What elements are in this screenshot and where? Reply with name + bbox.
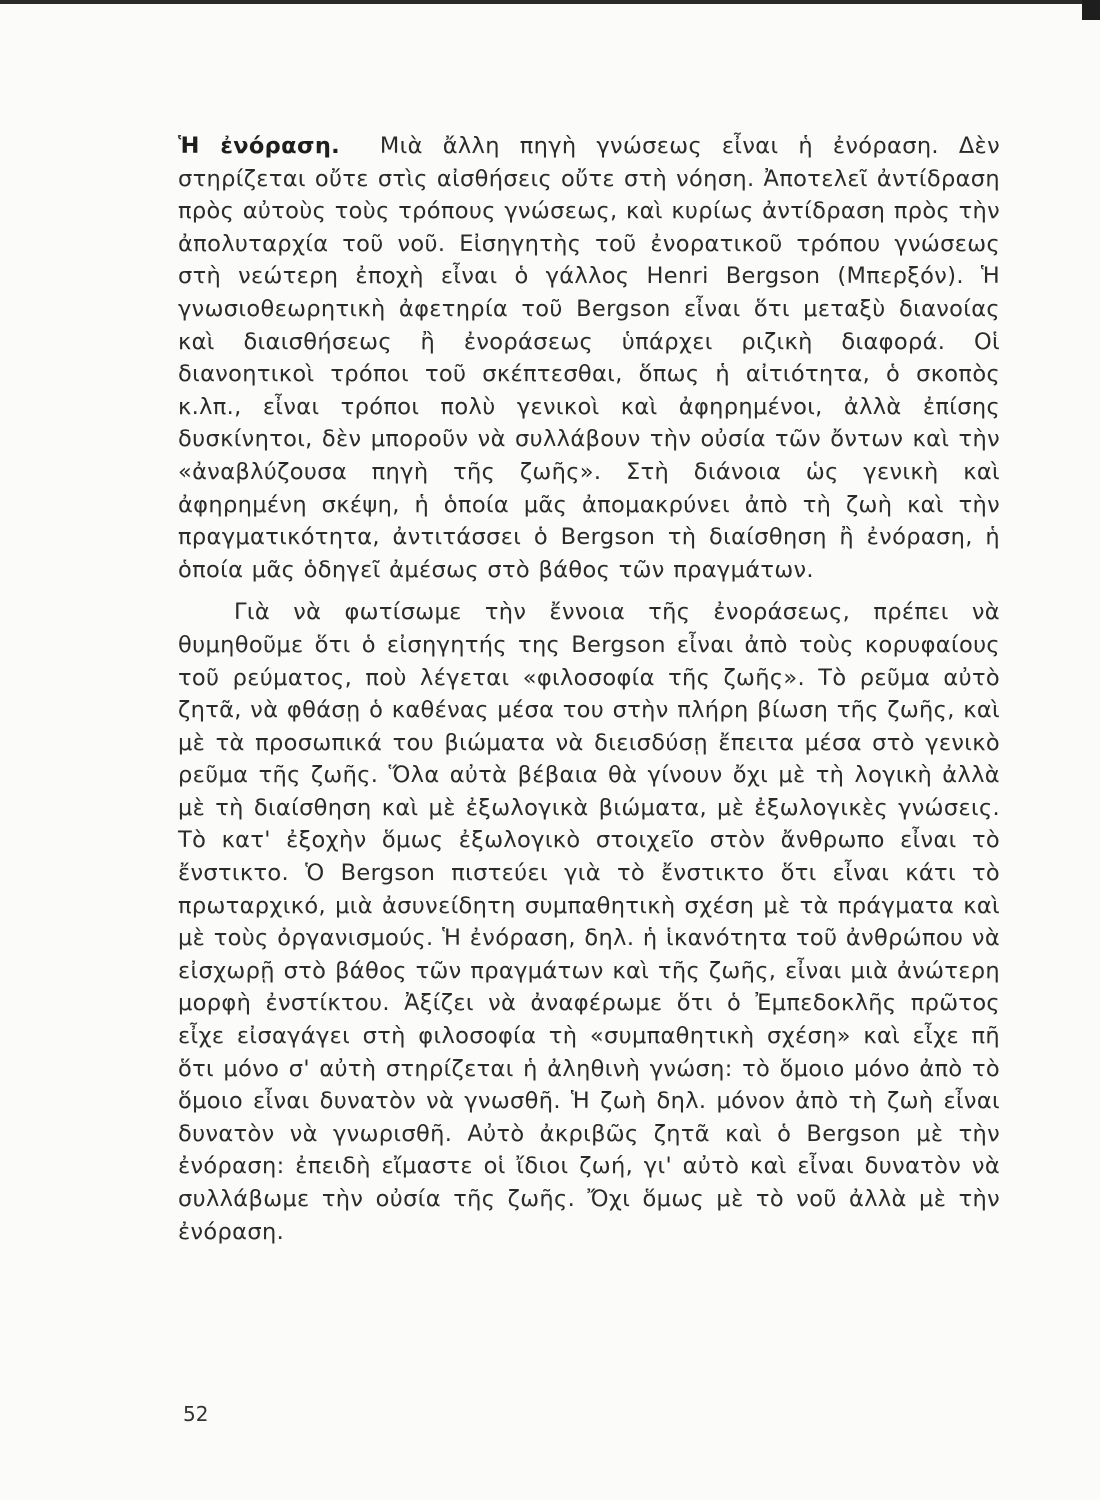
paragraph-philosophy-of-life [178,596,1000,1248]
page-number: 52 [183,1402,209,1426]
paragraph-intuition [178,130,1000,586]
scan-top-edge [0,0,1100,4]
body-text [178,130,1000,1248]
paragraph-2-text: Γιὰ νὰ φωτίσωμε τὴν ἔννοια τῆς ἐνοράσεως, πρέπει νὰ θυμηθοῦμε ὅτι ὁ εἰσηγητής της Bergson εἶναι ἀπὸ τοὺς κορυφαίους τοῦ ρεύματος, ποὺ λέγεται «φιλοσοφία τῆς ζωῆς». Τὸ ρεῦμα αὐτὸ ζητᾶ, νὰ φθάσῃ ὁ καθένας μέσα του στὴν πλήρη βίωση τῆς ζωῆς, καὶ μὲ τὰ προσωπικά του βιώματα νὰ διεισδύσῃ ἔπειτα μέσα στὸ γενικὸ ρεῦμα τῆς ζωῆς. Ὅλα αὐτὰ βέβαια θὰ γίνουν ὄχι μὲ τὴ λογικὴ ἀλλὰ μὲ τὴ διαίσθηση καὶ μὲ ἐξωλογικὰ βιώματα, μὲ ἐξωλογικὲς γνώσεις. Τὸ κατ' ἐξοχὴν ὅμως ἐξωλογικὸ στοιχεῖο στὸν ἄνθρωπο εἶναι τὸ ἔνστικτο. Ὁ Bergson πιστεύει γιὰ τὸ ἔνστικτο ὅτι εἶναι κάτι τὸ πρωταρχικό, μιὰ ἀσυνείδητη συμπαθητικὴ σχέση μὲ τὰ πράγματα καὶ μὲ τοὺς ὀργανισμούς. Ἡ ἐνόραση, δηλ. ἡ ἱκανότητα τοῦ ἀνθρώπου νὰ εἰσχωρῇ στὸ βάθος τῶν πραγμάτων καὶ τῆς ζωῆς, εἶναι μιὰ ἀνώτερη μορφὴ ἐνστίκτου. Ἀξίζει νὰ ἀναφέρωμε ὅτι ὁ Ἐμπεδοκλῆς πρῶτος εἶχε εἰσαγάγει στὴ φιλοσοφία τὴ «συμπαθητικὴ σχέση» καὶ εἶχε πῆ ὅτι μόνο σ' αὐτὴ στηρίζεται ἡ ἀληθινὴ γνώση: τὸ ὅμοιο μόνο ἀπὸ τὸ ὅμοιο εἶναι δυνατὸν νὰ γνωσθῆ. Ἡ ζωὴ δηλ. μόνον ἀπὸ τὴ ζωὴ εἶναι δυνατὸν νὰ γνωρισθῆ. Αὐτὸ ἀκριβῶς ζητᾶ καὶ ὁ Bergson μὲ τὴν ἐνόραση: ἐπειδὴ εἴμαστε οἱ ἴδιοι ζωή, γι' αὐτὸ καὶ εἶναι δυνατὸν νὰ συλλάβωμε τὴν οὐσία τῆς ζωῆς. Ὄχι ὅμως μὲ τὸ νοῦ ἀλλὰ μὲ τὴν ἐνόραση. [178,599,1000,1245]
paragraph-1-text: Μιὰ ἄλλη πηγὴ γνώσεως εἶναι ἡ ἐνόραση. Δὲν στηρίζεται οὔτε στὶς αἰσθήσεις οὔτε στὴ νόηση. Ἀποτελεῖ ἀντίδραση πρὸς αὐτοὺς τοὺς τρόπους γνώσεως, καὶ κυρίως ἀντίδραση πρὸς τὴν ἀπολυταρχία τοῦ νοῦ. Εἰσηγητὴς τοῦ ἐνορατικοῦ τρόπου γνώσεως στὴ νεώτερη ἐποχὴ εἶναι ὁ γάλλος Henri Bergson (Μπερξόν). Ἡ γνωσιοθεωρητικὴ ἀφετηρία τοῦ Bergson εἶναι ὅτι μεταξὺ διανοίας καὶ διαισθήσεως ἢ ἐνοράσεως ὑπάρχει ριζικὴ διαφορά. Οἱ διανοητικοὶ τρόποι τοῦ σκέπτεσθαι, ὅπως ἡ αἰτιότητα, ὁ σκοπὸς κ.λπ., εἶναι τρόποι πολὺ γενικοὶ καὶ ἀφηρημένοι, ἀλλὰ ἐπίσης δυσκίνητοι, δὲν μποροῦν νὰ συλλάβουν τὴν οὐσία τῶν ὄντων καὶ τὴν «ἀναβλύζουσα πηγὴ τῆς ζωῆς». Στὴ διάνοια ὡς γενικὴ καὶ ἀφηρημένη σκέψη, ἡ ὁποία μᾶς ἀπομακρύνει ἀπὸ τὴ ζωὴ καὶ τὴν πραγματικότητα, ἀντιτάσσει ὁ Bergson τὴ διαίσθηση ἢ ἐνόραση, ἡ ὁποία μᾶς ὁδηγεῖ ἀμέσως στὸ βάθος τῶν πραγμάτων. [178,133,1000,583]
section-heading: Ἡ ἐνόραση. [178,133,341,159]
scan-corner-shadow [1082,0,1100,20]
